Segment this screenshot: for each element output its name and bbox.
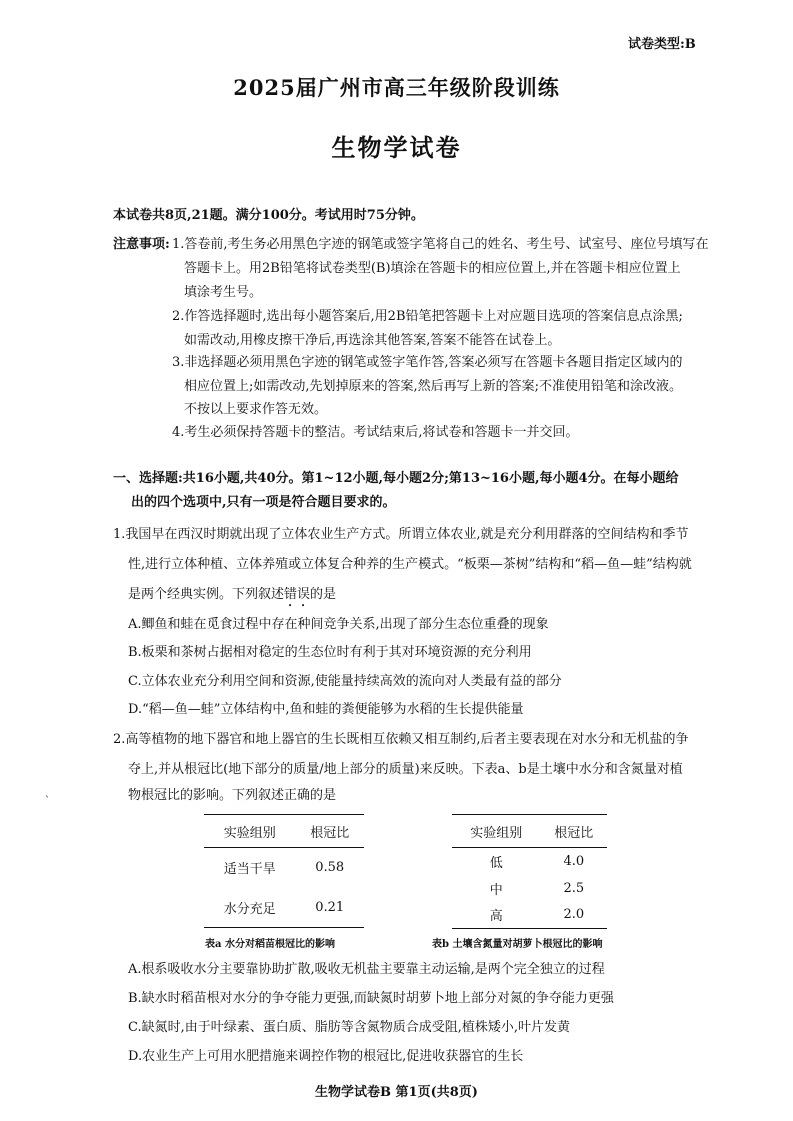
stem-text: 是两个经典实例。下列叙述 (128, 587, 285, 602)
table-header-row (452, 815, 607, 848)
option-c: C.立体农业充分利用空间和资源,使能量持续高效的流向对人类最有益的部分 (128, 674, 562, 689)
table-cell: 水分充足 (223, 901, 276, 917)
option-a: A.根系吸收水分主要靠协助扩散,吸收无机盐主要靠主动运输,是两个完全独立的过程 (128, 962, 605, 977)
question-stem-line: 物根冠比的影响。下列叙述正确的是 (128, 788, 337, 803)
notice-line: 不按以上要求作答无效。 (184, 402, 328, 417)
option-b: B.缺水时稻苗根对水分的争夺能力更强,而缺氮时胡萝卜地上部分对氮的争夺能力更强 (128, 991, 614, 1006)
table-header: 实验组别 (452, 815, 541, 848)
option-c: C.缺氮时,由于叶绿素、蛋白质、脂肪等含氮物质合成受阻,植株矮小,叶片发黄 (128, 1020, 571, 1035)
emphasis-word: 错误 (284, 587, 311, 602)
notice-line: 4.考生必须保持答题卡的整洁。考试结束后,将试卷和答题卡一并交回。 (172, 425, 579, 440)
table-header-row (204, 815, 364, 848)
paper-type-label: 试卷类型:B (628, 37, 696, 52)
table-header: 实验组别 (204, 815, 295, 848)
section-line: 出的四个选项中,只有一项是符合题目要求的。 (131, 495, 396, 510)
table-cell: 适当干旱 (223, 862, 276, 878)
question-stem-line (128, 587, 336, 610)
table-a (204, 814, 364, 928)
stem-text: 的是 (310, 587, 337, 602)
table-cell: 中 (489, 882, 503, 898)
scan-speck: ˋ (45, 796, 50, 807)
notice-line: 3.非选择题必须用黑色字迹的钢笔或签字笔作答,答案必须写在答题卡各题目指定区域内的 (172, 355, 683, 370)
notice-line: 1.答卷前,考生务必用黑色字迹的钢笔或签字笔将自己的姓名、考生号、试室号、座位号填写在 (172, 237, 709, 252)
table-row (204, 848, 364, 888)
table-b-caption: 表b 土壤含氮量对胡萝卜根冠比的影响 (432, 939, 603, 950)
table-row (452, 875, 607, 902)
notice-line: 2.作答选择题时,选出每小题答案后,用2B铅笔把答题卡上对应题目选项的答案信息点涂黑; (172, 309, 683, 324)
table-header: 根冠比 (295, 815, 364, 848)
notice-line: 如需改动,用橡皮擦干净后,再选涂其他答案,答案不能答在试卷上。 (184, 333, 561, 348)
option-d: D.农业生产上可用水肥措施来调控作物的根冠比,促进收获器官的生长 (128, 1049, 524, 1064)
table-cell: 高 (489, 909, 503, 925)
question-stem-line: 1.我国早在西汉时期就出现了立体农业生产方式。所谓立体农业,就是充分利用群落的空间结构和季节 (113, 527, 689, 542)
notice-label: 注意事项: (113, 237, 170, 252)
notice-line: 相应位置上;如需改动,先划掉原来的答案,然后再写上新的答案;不准使用铅笔和涂改液。 (184, 379, 683, 394)
table-row (452, 902, 607, 929)
page-footer: 生物学试卷B 第1页(共8页) (315, 1085, 478, 1100)
subject-title: 生物学试卷 (331, 133, 462, 162)
table-a-caption: 表a 水分对稻苗根冠比的影响 (205, 939, 335, 950)
table-cell: 2.5 (563, 880, 585, 896)
table-b (452, 814, 607, 929)
table-row (204, 888, 364, 928)
table-row (452, 848, 607, 875)
question-stem-line: 性,进行立体种植、立体养殖或立体复合种养的生产模式。“板栗—茶树”结构和“稻—鱼—蛙”结构就 (128, 557, 692, 572)
table-header: 根冠比 (541, 815, 607, 848)
option-b: B.板栗和茶树占据相对稳定的生态位时有利于其对环境资源的充分利用 (128, 645, 532, 660)
table-cell: 0.58 (315, 860, 345, 876)
table-cell: 0.21 (315, 899, 345, 915)
section-line: 一、选择题:共16小题,共40分。第1~12小题,每小题2分;第13~16小题,每小题4分。在每小题给 (113, 471, 679, 486)
table-cell: 2.0 (563, 907, 585, 923)
notice-line: 填涂考生号。 (184, 285, 263, 300)
option-a: A.鲫鱼和蛙在觅食过程中存在种间竞争关系,出现了部分生态位重叠的现象 (128, 617, 549, 632)
question-stem-line: 夺上,并从根冠比(地下部分的质量/地上部分的质量)来反映。下表a、b是土壤中水分和含氮量对植 (128, 762, 683, 777)
notice-line: 答题卡上。用2B铅笔将试卷类型(B)填涂在答题卡的相应位置上,并在答题卡相应位置上 (184, 261, 681, 276)
table-cell: 4.0 (563, 853, 585, 869)
exam-info: 本试卷共8页,21题。满分100分。考试用时75分钟。 (113, 208, 424, 223)
table-cell: 低 (489, 855, 503, 871)
exam-title: 2025届广州市高三年级阶段训练 (233, 75, 560, 100)
question-stem-line: 2.高等植物的地下器官和地上器官的生长既相互依赖又相互制约,后者主要表现在对水分和无机盐的争 (113, 732, 689, 747)
option-d: D.“稻—鱼—蛙”立体结构中,鱼和蛙的粪便能够为水稻的生长提供能量 (128, 702, 524, 717)
